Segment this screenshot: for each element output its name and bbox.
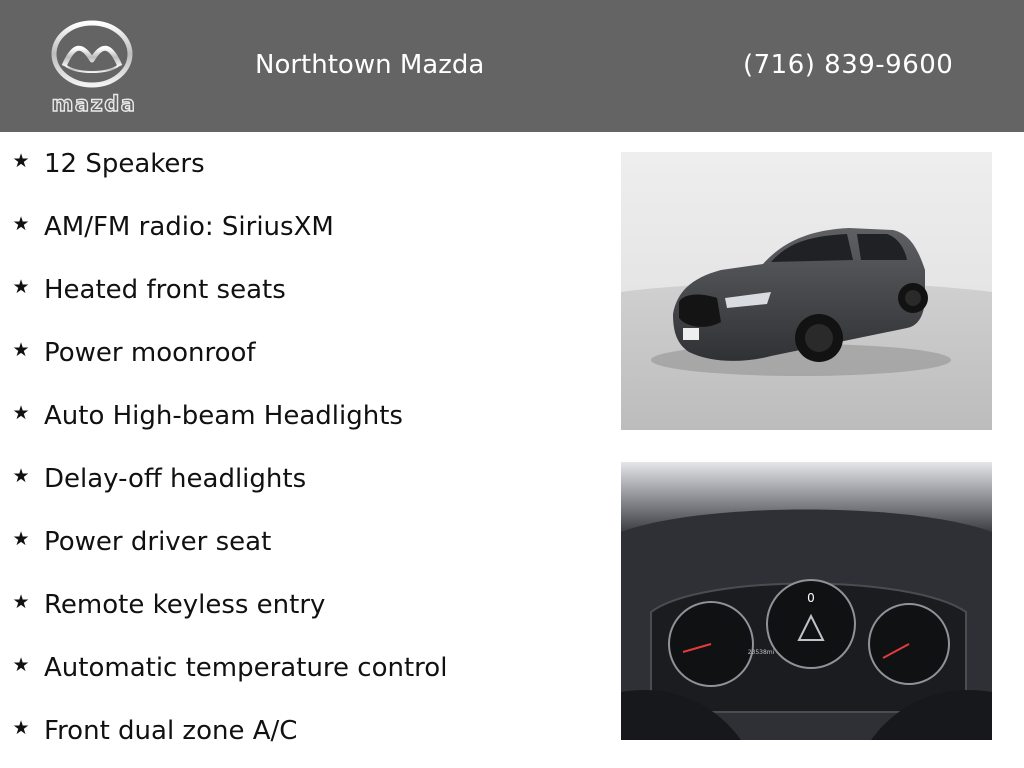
star-icon: ★ [12, 150, 30, 172]
odometer-readout: 23538mi [747, 649, 775, 656]
star-icon: ★ [12, 465, 30, 487]
feature-item [10, 522, 271, 562]
dealer-name: Northtown Mazda [255, 50, 485, 80]
feature-item [10, 396, 403, 436]
car-photo[interactable] [621, 152, 992, 430]
cluster-photo[interactable] [621, 462, 992, 740]
feature-label: Auto High-beam Headlights [44, 401, 403, 431]
mazda-logo[interactable] [44, 14, 144, 118]
feature-item [10, 144, 205, 184]
star-icon: ★ [12, 213, 30, 235]
feature-label: Power driver seat [44, 527, 272, 557]
feature-label: AM/FM radio: SiriusXM [44, 212, 334, 242]
feature-item [10, 585, 325, 625]
instrument-cluster-photo-icon [621, 462, 992, 740]
star-icon: ★ [12, 717, 30, 739]
feature-item [10, 711, 297, 751]
feature-item [10, 648, 447, 688]
feature-item [10, 270, 286, 310]
feature-item [10, 333, 256, 373]
dealer-header [0, 0, 1024, 132]
star-icon: ★ [12, 339, 30, 361]
feature-label: Heated front seats [44, 275, 286, 305]
feature-label: Front dual zone A/C [44, 716, 298, 746]
mazda-emblem-icon [44, 14, 144, 118]
feature-label: Delay-off headlights [44, 464, 307, 494]
star-icon: ★ [12, 528, 30, 550]
feature-label: Remote keyless entry [44, 590, 326, 620]
star-icon: ★ [12, 654, 30, 676]
feature-item [10, 459, 306, 499]
speed-readout: 0 [807, 591, 815, 605]
star-icon: ★ [12, 276, 30, 298]
feature-label: Power moonroof [44, 338, 256, 368]
feature-label: 12 Speakers [44, 149, 205, 179]
feature-label: Automatic temperature control [44, 653, 448, 683]
star-icon: ★ [12, 402, 30, 424]
mazda-wordmark: mazda [51, 92, 137, 116]
dealer-phone[interactable]: (716) 839-9600 [743, 50, 954, 80]
suv-photo-icon [621, 152, 992, 430]
feature-item [10, 207, 334, 247]
star-icon: ★ [12, 591, 30, 613]
